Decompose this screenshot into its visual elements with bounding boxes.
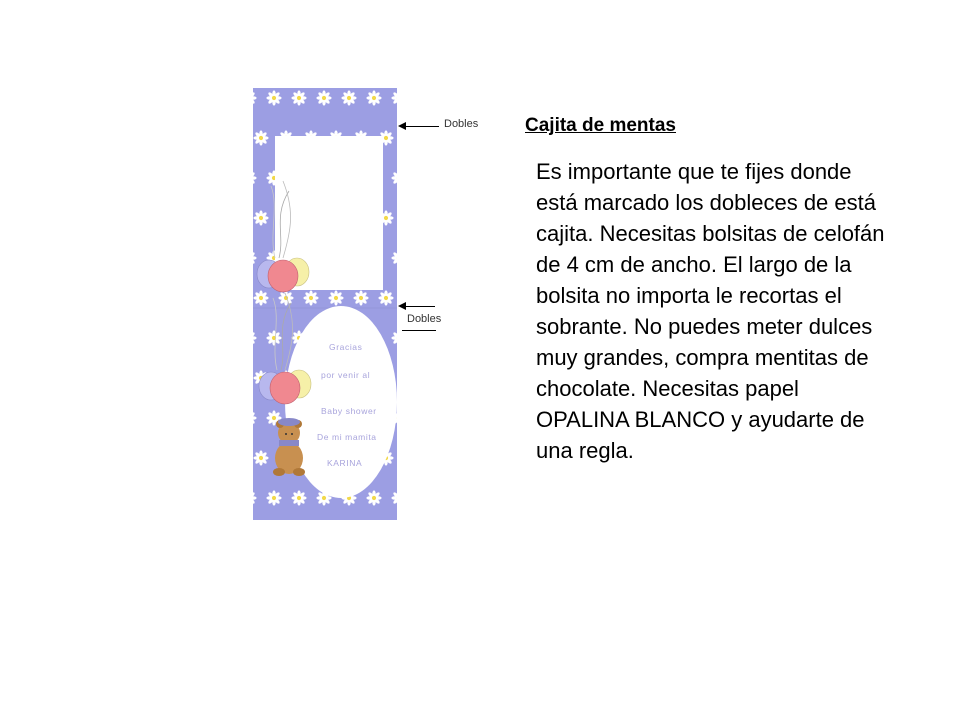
favor-label-line: Gracias [329, 342, 363, 352]
fold-label: Dobles [407, 313, 442, 325]
fold-arrow-line [402, 330, 436, 331]
fold-arrow-line [405, 306, 435, 307]
fold-label: Dobles [444, 118, 479, 130]
template-artwork [253, 88, 397, 520]
favor-label-line: Baby shower [321, 406, 377, 416]
fold-arrow-line [405, 126, 439, 127]
favor-label-line: por venir al [321, 370, 371, 380]
instructions-text: Es importante que te fijes donde está marcado los dobleces de está cajita. Necesitas bolsitas de celofán de 4 cm de ancho. El largo de la bolsita no importa le recortas el sobrante. No puedes meter dulces muy grandes, compra mentitas de chocolate. Necesitas papel OPALINA BLANCO y ayudarte de una regla. [536, 159, 885, 463]
favor-label-line: De mi mamita [317, 432, 377, 442]
mint-box-template [253, 88, 397, 520]
favor-label-line: KARINA [327, 458, 363, 468]
page-title: Cajita de mentas [525, 115, 676, 136]
